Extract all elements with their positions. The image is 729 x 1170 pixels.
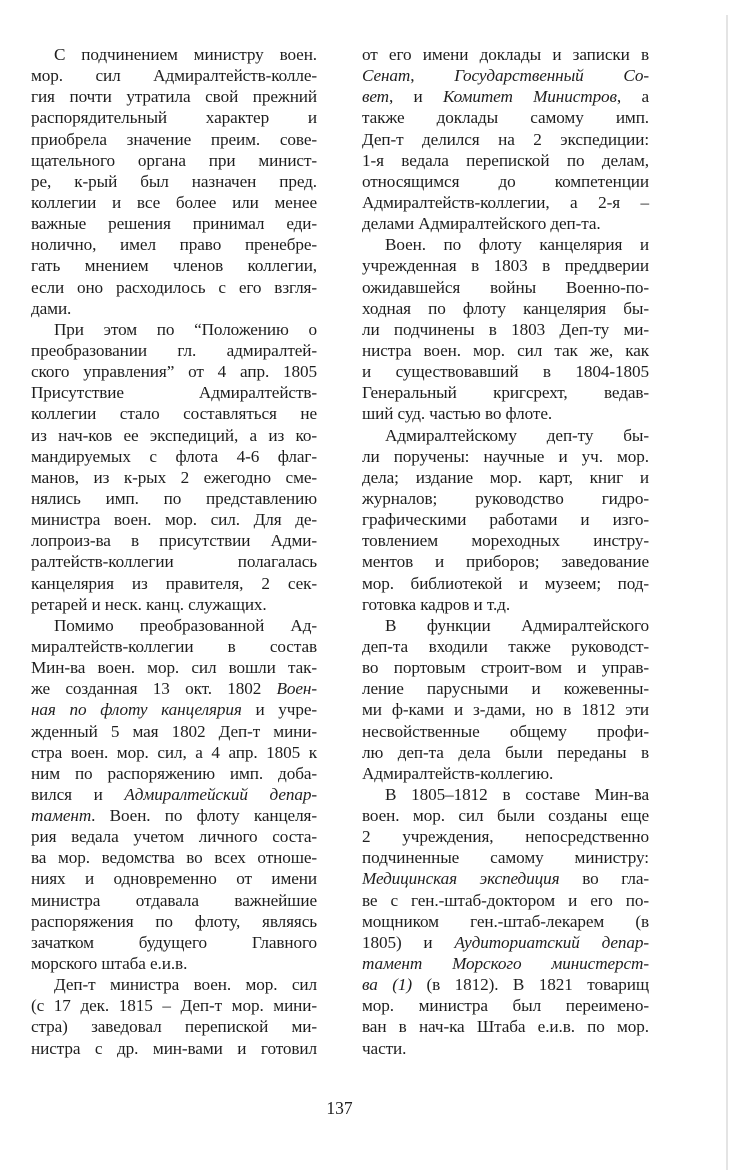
text-line: преобразовании гл. адмиралтей- xyxy=(31,340,317,360)
text-line: Генеральный кригсрехт, ведав- xyxy=(362,383,649,403)
text-line: вет, и Комитет Министров, а xyxy=(362,87,649,107)
text-line: если оно расходилось с его взгля- xyxy=(31,277,317,297)
text-line: ва (1) (в 1812). В 1821 товарищ xyxy=(362,975,649,995)
text-line: также доклады самому имп. xyxy=(362,108,649,128)
text-line: подчиненные самому министру: xyxy=(362,848,649,868)
text-line: Сенат, Государственный Со- xyxy=(362,66,649,86)
text-line: мор. библиотекой и музеем; под- xyxy=(362,573,649,593)
text-line: ожидавшейся войны Военно-по- xyxy=(362,277,649,297)
text-line: Присутствие Адмиралтейств- xyxy=(31,383,317,403)
text-line: же созданная 13 окт. 1802 Воен- xyxy=(31,679,317,699)
text-line: При этом по “Положению о xyxy=(54,319,317,339)
text-column-left xyxy=(31,44,317,1059)
text-line: приобрела значение преим. сове- xyxy=(31,129,317,149)
text-line: ми ф-ками и з-дами, но в 1812 эти xyxy=(362,700,649,720)
text-line: относящимся до компетенции xyxy=(362,171,649,191)
text-line: коллегии стало составляться не xyxy=(31,404,317,424)
text-line: ва мор. ведомства во всех отноше- xyxy=(31,848,317,868)
text-line: манов, из к-рых 2 ежегодно сме- xyxy=(31,467,317,487)
text-line: ского управления” от 4 апр. 1805 xyxy=(31,362,317,382)
text-line: лопроиз-ва в присутствии Адми- xyxy=(31,531,317,551)
text-line: ретарей и неск. канц. служащих. xyxy=(31,594,267,614)
text-line: графическими работами и изго- xyxy=(362,510,649,530)
text-column-right xyxy=(362,44,649,1059)
text-line: Деп-т делился на 2 экспедиции: xyxy=(362,129,649,149)
text-line: Деп-т министра воен. мор. сил xyxy=(54,975,317,995)
text-line: министра отдавала важнейшие xyxy=(31,890,317,910)
text-line: 2 учреждения, непосредственно xyxy=(362,827,649,847)
text-line: С подчинением министру воен. xyxy=(54,45,317,64)
text-line: ший суд. частью во флоте. xyxy=(362,404,553,424)
text-line: распорядительный характер и xyxy=(31,108,317,128)
text-line: зачатком будущего Главного xyxy=(31,932,317,952)
text-line: нистра воен. мор. сил так же, как xyxy=(362,340,649,360)
text-line: ная по флоту канцелярия и учре- xyxy=(31,700,317,720)
text-line: товлением мореходных инстру- xyxy=(362,531,649,551)
text-line: ли подчинены в 1803 Деп-ту ми- xyxy=(362,319,649,339)
text-line: Мин-ва воен. мор. сил вошли так- xyxy=(31,658,317,678)
text-line: и существовавший в 1804-1805 xyxy=(362,362,649,382)
text-line: коллегии и все более или менее xyxy=(31,192,317,212)
page-edge-divider xyxy=(726,15,728,1170)
text-line: мощником ген.-штаб-лекарем (в xyxy=(362,911,649,931)
text-line: Воен. по флоту канцелярия и xyxy=(385,235,649,255)
text-line: нялись имп. по представлению xyxy=(31,488,317,508)
text-line: тамент Морского министерст- xyxy=(362,954,649,974)
text-line: Адмиралтейскому деп-ту бы- xyxy=(385,425,649,445)
text-line: жденный 5 мая 1802 Деп-т мини- xyxy=(31,721,317,741)
text-line: миралтейств-коллегии в состав xyxy=(31,636,317,656)
text-line: 1805) и Аудиториатский депар- xyxy=(362,932,650,952)
text-line: Помимо преобразованной Ад- xyxy=(54,615,317,635)
text-line: гать мнением членов коллегии, xyxy=(31,256,317,276)
text-line: мор. сил Адмиралтейств-колле- xyxy=(31,66,317,86)
text-line: ре, к-рый был назначен пред. xyxy=(31,171,317,191)
text-line: готовка кадров и т.д. xyxy=(362,594,511,614)
text-line: стра воен. мор. сил, а 4 апр. 1805 к xyxy=(31,742,317,762)
text-line: Адмиралтейств-коллегии, а 2-я – xyxy=(362,192,649,212)
text-line: лю деп-та дела были переданы в xyxy=(362,742,649,762)
text-line: В функции Адмиралтейского xyxy=(385,615,649,635)
text-line: ментов и приборов; заведование xyxy=(362,552,649,572)
text-line: нолично, имел право пренебре- xyxy=(31,235,317,255)
text-line: вился и Адмиралтейский депар- xyxy=(31,784,317,804)
text-line: делами Адмиралтейского деп-та. xyxy=(362,214,601,234)
text-line: гия почти утратила свой прежний xyxy=(31,87,317,107)
text-line: нистра с др. мин-вами и готовил xyxy=(31,1038,317,1058)
text-line: несвойственные общему профи- xyxy=(362,721,649,741)
text-line: важные решения принимал еди- xyxy=(31,214,317,234)
text-line: дами. xyxy=(31,298,72,318)
text-line: ление парусными и кожевенны- xyxy=(362,679,649,699)
text-line: журналов; руководство гидро- xyxy=(362,488,649,508)
text-line: от его имени доклады и записки в xyxy=(362,45,649,64)
text-line: (с 17 дек. 1815 – Деп-т мор. мини- xyxy=(31,996,317,1016)
text-line: распоряжения по флоту, являясь xyxy=(31,911,317,931)
text-line: мандируемых с флота 4-6 флаг- xyxy=(31,446,317,466)
text-line: тамент. Воен. по флоту канцеля- xyxy=(31,806,317,826)
text-line: министра воен. мор. сил. Для де- xyxy=(31,510,317,530)
text-line: Медицинская экспедиция во гла- xyxy=(362,869,649,889)
text-line: из нач-ков ее экспедиций, а из ко- xyxy=(31,425,317,445)
text-line: морского штаба е.и.в. xyxy=(31,954,188,974)
text-line: ниях и одновременно от имени xyxy=(31,869,317,889)
text-line: учрежденная в 1803 в преддверии xyxy=(362,256,649,276)
text-line: части. xyxy=(362,1038,407,1058)
text-line: рия ведала учетом личного соста- xyxy=(31,827,317,847)
text-line: щательного органа при минист- xyxy=(31,150,317,170)
text-line: ходная по флоту канцелярия бы- xyxy=(362,298,649,318)
text-line: ве с ген.-штаб-доктором и его по- xyxy=(362,890,649,910)
text-line: ли поручены: научные и уч. мор. xyxy=(362,446,649,466)
text-line: 1-я ведала перепиской по делам, xyxy=(362,150,649,170)
text-line: стра) заведовал перепиской ми- xyxy=(31,1017,317,1037)
text-line: во портовым строит-вом и управ- xyxy=(362,658,649,678)
text-line: ван в нач-ка Штаба е.и.в. по мор. xyxy=(362,1017,649,1037)
text-line: ним по распоряжению имп. доба- xyxy=(31,763,317,783)
text-line: воен. мор. сил были созданы еще xyxy=(362,806,649,826)
text-line: ралтейств-коллегии полагалась xyxy=(31,552,317,572)
text-line: В 1805–1812 в составе Мин-ва xyxy=(385,784,649,804)
text-line: деп-та входили также руководст- xyxy=(362,636,649,656)
text-line: Адмиралтейств-коллегию. xyxy=(362,763,554,783)
page-number: 137 xyxy=(326,1098,353,1118)
text-line: мор. министра был переимено- xyxy=(362,996,649,1016)
text-line: дела; издание мор. карт, книг и xyxy=(362,467,649,487)
text-line: канцелярия из правителя, 2 сек- xyxy=(31,573,317,593)
